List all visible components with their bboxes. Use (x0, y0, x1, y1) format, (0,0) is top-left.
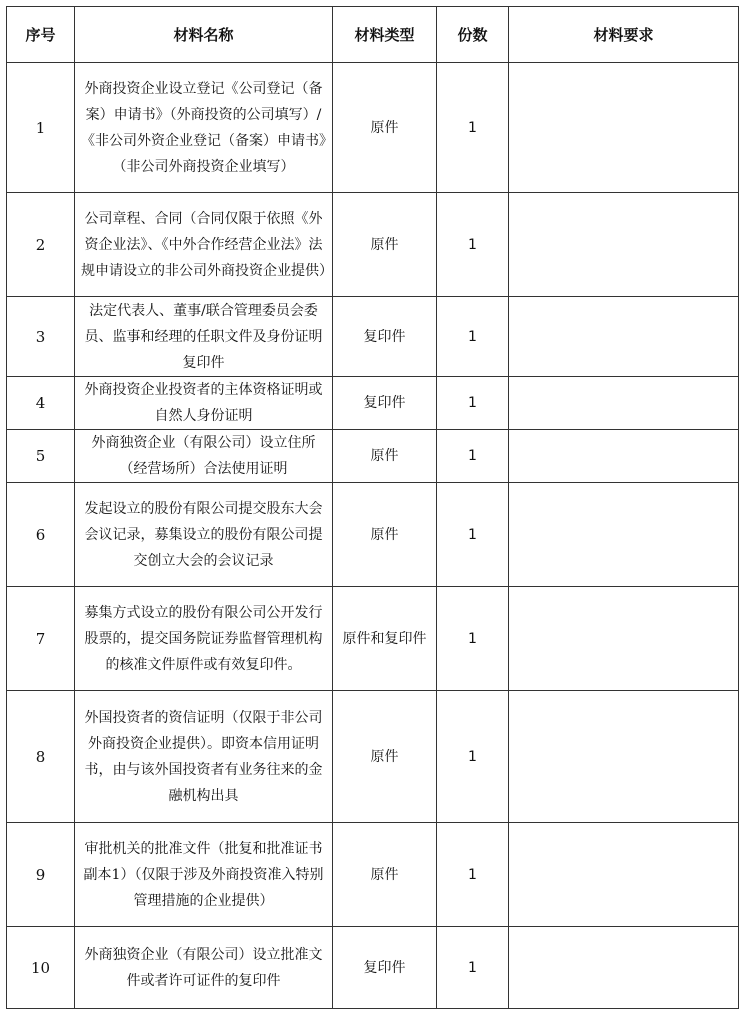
table-row (7, 297, 739, 377)
row-type: 原件 (333, 63, 437, 193)
header-type: 材料类型 (333, 7, 437, 63)
row-req (509, 377, 739, 430)
row-name: 外商独资企业（有限公司）设立住所（经营场所）合法使用证明 (75, 430, 333, 483)
row-type: 原件 (333, 430, 437, 483)
header-row (7, 7, 739, 63)
row-count: 1 (437, 63, 509, 193)
row-name: 外商投资企业投资者的主体资格证明或自然人身份证明 (75, 377, 333, 430)
row-req (509, 927, 739, 1009)
row-type: 原件 (333, 483, 437, 587)
row-no: 7 (7, 587, 75, 691)
row-count: 1 (437, 430, 509, 483)
row-count: 1 (437, 377, 509, 430)
table-row (7, 823, 739, 927)
row-type: 复印件 (333, 377, 437, 430)
row-name: 发起设立的股份有限公司提交股东大会会议记录，募集设立的股份有限公司提交创立大会的会议记录 (75, 483, 333, 587)
row-req (509, 193, 739, 297)
header-no: 序号 (7, 7, 75, 63)
row-count: 1 (437, 483, 509, 587)
row-name: 外商独资企业（有限公司）设立批准文件或者许可证件的复印件 (75, 927, 333, 1009)
row-no: 8 (7, 691, 75, 823)
row-no: 2 (7, 193, 75, 297)
row-type: 原件 (333, 823, 437, 927)
row-no: 3 (7, 297, 75, 377)
row-count: 1 (437, 823, 509, 927)
table-row (7, 193, 739, 297)
header-count: 份数 (437, 7, 509, 63)
row-no: 5 (7, 430, 75, 483)
header-name: 材料名称 (75, 7, 333, 63)
header-req: 材料要求 (509, 7, 739, 63)
table-row (7, 377, 739, 430)
row-name: 外国投资者的资信证明（仅限于非公司外商投资企业提供）。即资本信用证明书，由与该外国投资者有业务往来的金融机构出具 (75, 691, 333, 823)
row-no: 1 (7, 63, 75, 193)
table-row (7, 430, 739, 483)
row-req (509, 430, 739, 483)
row-no: 10 (7, 927, 75, 1009)
row-name: 公司章程、合同（合同仅限于依照《外资企业法》、《中外合作经营企业法》法规申请设立的非公司外商投资企业提供） (75, 193, 333, 297)
table-row (7, 927, 739, 1009)
row-type: 原件 (333, 193, 437, 297)
row-req (509, 483, 739, 587)
row-req (509, 297, 739, 377)
row-type: 复印件 (333, 927, 437, 1009)
row-count: 1 (437, 297, 509, 377)
row-no: 6 (7, 483, 75, 587)
row-count: 1 (437, 587, 509, 691)
row-req (509, 63, 739, 193)
table-row (7, 587, 739, 691)
row-count: 1 (437, 927, 509, 1009)
table-row (7, 63, 739, 193)
row-name: 审批机关的批准文件（批复和批准证书副本1）（仅限于涉及外商投资准入特别管理措施的企业提供） (75, 823, 333, 927)
materials-table (6, 6, 739, 1009)
row-type: 原件和复印件 (333, 587, 437, 691)
row-name: 募集方式设立的股份有限公司公开发行股票的，提交国务院证券监督管理机构的核准文件原件或有效复印件。 (75, 587, 333, 691)
row-count: 1 (437, 193, 509, 297)
row-type: 原件 (333, 691, 437, 823)
row-type: 复印件 (333, 297, 437, 377)
row-no: 9 (7, 823, 75, 927)
row-name: 法定代表人、董事/联合管理委员会委员、监事和经理的任职文件及身份证明复印件 (75, 297, 333, 377)
row-count: 1 (437, 691, 509, 823)
row-name: 外商投资企业设立登记《公司登记（备案）申请书》（外商投资的公司填写）/《非公司外资企业登记（备案）申请书》（非公司外商投资企业填写） (75, 63, 333, 193)
row-req (509, 691, 739, 823)
row-req (509, 823, 739, 927)
table-row (7, 483, 739, 587)
row-req (509, 587, 739, 691)
table-row (7, 691, 739, 823)
row-no: 4 (7, 377, 75, 430)
